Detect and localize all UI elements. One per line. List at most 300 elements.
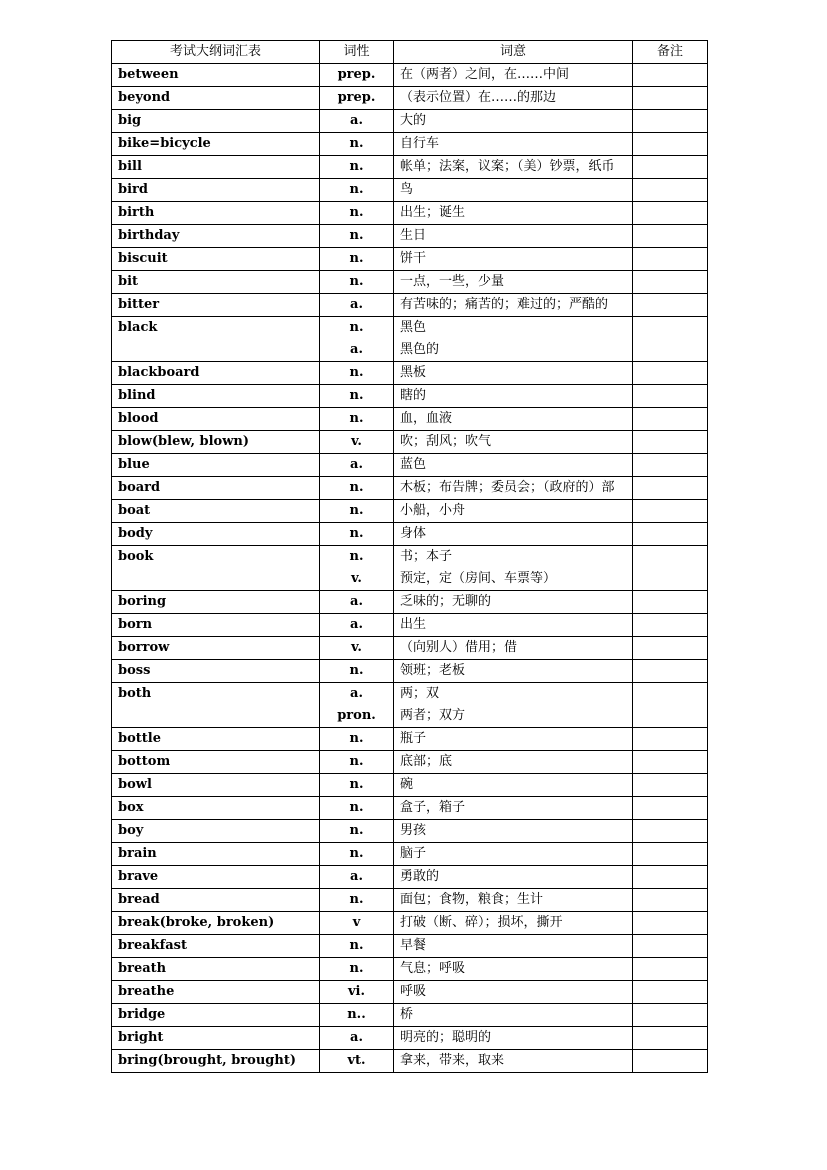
note-cell: [633, 912, 708, 935]
pos-cell: [320, 454, 394, 477]
table-row: [112, 683, 708, 728]
pos-label: n.: [349, 663, 364, 678]
word-cell: bright: [112, 1027, 320, 1050]
table-row: [112, 660, 708, 683]
meaning-text: 吹；刮风；吹气: [400, 434, 492, 449]
note-cell: [633, 385, 708, 408]
pos-cell: [320, 660, 394, 683]
word-cell: blue: [112, 454, 320, 477]
pos-label: n.: [349, 251, 364, 266]
meaning-cell: [394, 202, 633, 225]
pos-label: n.: [349, 823, 364, 838]
note-cell: [633, 202, 708, 225]
pos-label: pron.: [337, 708, 376, 723]
note-cell: [633, 225, 708, 248]
pos-cell: [320, 156, 394, 179]
table-row: [112, 728, 708, 751]
note-cell: [633, 133, 708, 156]
meaning-cell: [394, 1004, 633, 1027]
meaning-cell: [394, 500, 633, 523]
meaning-text: 出生: [400, 617, 427, 632]
pos-label: prep.: [337, 67, 376, 82]
meaning-text: 底部；底: [400, 754, 453, 769]
pos-label: a.: [350, 113, 363, 128]
table-row: [112, 981, 708, 1004]
table-row: [112, 317, 708, 362]
meaning-text: 书；本子: [400, 549, 453, 564]
pos-cell: [320, 774, 394, 797]
header-row: [112, 41, 708, 64]
pos-label: vt.: [347, 1053, 366, 1068]
pos-cell: [320, 362, 394, 385]
meaning-cell: [394, 614, 633, 637]
pos-label: v.: [351, 434, 362, 449]
meaning-cell: [394, 271, 633, 294]
meaning-text: （表示位置）在……的那边: [400, 90, 557, 105]
meaning-cell: [394, 1050, 633, 1073]
pos-label: prep.: [337, 90, 376, 105]
pos-cell: [320, 958, 394, 981]
pos-cell: [320, 981, 394, 1004]
word-cell: bring(brought, brought): [112, 1050, 320, 1073]
meaning-text: 碗: [400, 777, 414, 792]
pos-cell: [320, 271, 394, 294]
table-row: [112, 820, 708, 843]
pos-cell: [320, 683, 394, 728]
pos-cell: [320, 500, 394, 523]
pos-label: n.: [349, 159, 364, 174]
pos-cell: [320, 637, 394, 660]
note-cell: [633, 1004, 708, 1027]
pos-cell: [320, 728, 394, 751]
word-cell: boring: [112, 591, 320, 614]
pos-label: n.: [349, 480, 364, 495]
header-word: 考试大纲词汇表: [112, 41, 320, 64]
note-cell: [633, 683, 708, 728]
pos-label: n.: [349, 228, 364, 243]
pos-cell: [320, 935, 394, 958]
pos-cell: [320, 1050, 394, 1073]
pos-cell: [320, 110, 394, 133]
word-cell: black: [112, 317, 320, 362]
meaning-cell: [394, 317, 633, 362]
meaning-text: 明亮的；聪明的: [400, 1030, 492, 1045]
pos-cell: [320, 431, 394, 454]
meaning-text: 气息；呼吸: [400, 961, 466, 976]
meaning-cell: [394, 248, 633, 271]
meaning-text: 黑色: [400, 320, 427, 335]
meaning-cell: [394, 408, 633, 431]
meaning-text: 一点，一些，少量: [400, 274, 505, 289]
word-cell: bottle: [112, 728, 320, 751]
meaning-cell: [394, 64, 633, 87]
meaning-cell: [394, 110, 633, 133]
word-cell: boy: [112, 820, 320, 843]
table-row: [112, 1004, 708, 1027]
meaning-text: 预定，定（房间、车票等）: [400, 571, 557, 586]
meaning-text: 在（两者）之间，在……中间: [400, 67, 570, 82]
pos-cell: [320, 820, 394, 843]
meaning-cell: [394, 728, 633, 751]
pos-label: n.: [349, 365, 364, 380]
word-cell: beyond: [112, 87, 320, 110]
meaning-cell: [394, 523, 633, 546]
pos-cell: [320, 591, 394, 614]
meaning-text: 有苦味的；痛苦的；难过的；严酷的: [400, 297, 609, 312]
word-cell: breath: [112, 958, 320, 981]
note-cell: [633, 1027, 708, 1050]
meaning-text: 身体: [400, 526, 427, 541]
note-cell: [633, 866, 708, 889]
pos-label: a.: [350, 297, 363, 312]
pos-cell: [320, 797, 394, 820]
header-pos: 词性: [320, 41, 394, 64]
meaning-cell: [394, 431, 633, 454]
pos-label: a.: [350, 617, 363, 632]
note-cell: [633, 523, 708, 546]
meaning-text: 男孩: [400, 823, 427, 838]
meaning-cell: [394, 889, 633, 912]
word-cell: board: [112, 477, 320, 500]
meaning-text: 鸟: [400, 182, 414, 197]
meaning-text: 出生；诞生: [400, 205, 466, 220]
note-cell: [633, 64, 708, 87]
note-cell: [633, 408, 708, 431]
pos-cell: [320, 87, 394, 110]
meaning-text: 黑板: [400, 365, 427, 380]
pos-label: n.: [349, 388, 364, 403]
pos-label: v.: [351, 571, 362, 586]
table-row: [112, 362, 708, 385]
table-row: [112, 774, 708, 797]
word-cell: big: [112, 110, 320, 133]
note-cell: [633, 751, 708, 774]
word-cell: both: [112, 683, 320, 728]
note-cell: [633, 728, 708, 751]
note-cell: [633, 248, 708, 271]
table-row: [112, 889, 708, 912]
note-cell: [633, 797, 708, 820]
table-row: [112, 110, 708, 133]
pos-cell: [320, 64, 394, 87]
pos-cell: [320, 408, 394, 431]
word-cell: bitter: [112, 294, 320, 317]
note-cell: [633, 294, 708, 317]
table-row: [112, 591, 708, 614]
table-row: [112, 935, 708, 958]
pos-label: n.: [349, 182, 364, 197]
pos-label: n.: [349, 961, 364, 976]
meaning-cell: [394, 660, 633, 683]
table-row: [112, 751, 708, 774]
word-cell: blind: [112, 385, 320, 408]
table-row: [112, 133, 708, 156]
pos-label: a.: [350, 686, 363, 701]
note-cell: [633, 87, 708, 110]
header-note: 备注: [633, 41, 708, 64]
meaning-cell: [394, 546, 633, 591]
table-row: [112, 156, 708, 179]
meaning-text: 生日: [400, 228, 427, 243]
meaning-cell: [394, 294, 633, 317]
pos-label: a.: [350, 457, 363, 472]
pos-cell: [320, 614, 394, 637]
note-cell: [633, 156, 708, 179]
pos-cell: [320, 202, 394, 225]
word-cell: bike=bicycle: [112, 133, 320, 156]
meaning-text: 领班；老板: [400, 663, 466, 678]
pos-cell: [320, 385, 394, 408]
meaning-cell: [394, 774, 633, 797]
word-cell: blow(blew, blown): [112, 431, 320, 454]
pos-cell: [320, 912, 394, 935]
pos-label: n..: [347, 1007, 366, 1022]
note-cell: [633, 843, 708, 866]
meaning-cell: [394, 385, 633, 408]
meaning-cell: [394, 866, 633, 889]
note-cell: [633, 935, 708, 958]
table-row: [112, 523, 708, 546]
table-row: [112, 248, 708, 271]
note-cell: [633, 889, 708, 912]
pos-cell: [320, 133, 394, 156]
meaning-cell: [394, 958, 633, 981]
meaning-text: 小船，小舟: [400, 503, 466, 518]
note-cell: [633, 591, 708, 614]
pos-label: n.: [349, 754, 364, 769]
meaning-text: （向别人）借用；借: [400, 640, 518, 655]
meaning-cell: [394, 179, 633, 202]
word-cell: breathe: [112, 981, 320, 1004]
word-cell: between: [112, 64, 320, 87]
pos-cell: [320, 248, 394, 271]
note-cell: [633, 660, 708, 683]
word-cell: box: [112, 797, 320, 820]
table-row: [112, 797, 708, 820]
note-cell: [633, 179, 708, 202]
meaning-text: 拿来，带来，取来: [400, 1053, 505, 1068]
table-row: [112, 546, 708, 591]
word-cell: boss: [112, 660, 320, 683]
table-row: [112, 202, 708, 225]
meaning-text: 打破（断、碎）；损坏，撕开: [400, 915, 563, 930]
pos-cell: [320, 317, 394, 362]
note-cell: [633, 774, 708, 797]
pos-label: v.: [351, 640, 362, 655]
pos-label: n.: [349, 892, 364, 907]
note-cell: [633, 500, 708, 523]
note-cell: [633, 317, 708, 362]
table-row: [112, 179, 708, 202]
meaning-cell: [394, 591, 633, 614]
meaning-text: 自行车: [400, 136, 440, 151]
meaning-text: 血，血液: [400, 411, 453, 426]
table-row: [112, 431, 708, 454]
note-cell: [633, 958, 708, 981]
pos-label: a.: [350, 594, 363, 609]
word-cell: brain: [112, 843, 320, 866]
meaning-cell: [394, 362, 633, 385]
meaning-text: 帐单；法案，议案；（美）钞票，纸币: [400, 159, 615, 174]
note-cell: [633, 362, 708, 385]
meaning-text: 早餐: [400, 938, 427, 953]
pos-label: vi.: [347, 984, 366, 999]
table-row: [112, 294, 708, 317]
meaning-text: 饼干: [400, 251, 427, 266]
pos-cell: [320, 843, 394, 866]
pos-label: n.: [349, 503, 364, 518]
word-cell: book: [112, 546, 320, 591]
meaning-text: 呼吸: [400, 984, 427, 999]
note-cell: [633, 431, 708, 454]
note-cell: [633, 981, 708, 1004]
note-cell: [633, 637, 708, 660]
word-cell: break(broke, broken): [112, 912, 320, 935]
vocabulary-table: [111, 40, 708, 1073]
meaning-cell: [394, 225, 633, 248]
pos-cell: [320, 179, 394, 202]
table-row: [112, 912, 708, 935]
meaning-text: 瞎的: [400, 388, 427, 403]
meaning-cell: [394, 912, 633, 935]
pos-label: n.: [349, 777, 364, 792]
word-cell: bird: [112, 179, 320, 202]
meaning-text: 黑色的: [400, 342, 440, 357]
table-row: [112, 87, 708, 110]
header-meaning: 词意: [394, 41, 633, 64]
table-row: [112, 225, 708, 248]
meaning-cell: [394, 156, 633, 179]
word-cell: body: [112, 523, 320, 546]
pos-label: n.: [349, 526, 364, 541]
meaning-cell: [394, 454, 633, 477]
meaning-cell: [394, 133, 633, 156]
word-cell: blackboard: [112, 362, 320, 385]
word-cell: birthday: [112, 225, 320, 248]
meaning-text: 盒子，箱子: [400, 800, 466, 815]
word-cell: blood: [112, 408, 320, 431]
meaning-cell: [394, 751, 633, 774]
pos-label: n.: [349, 205, 364, 220]
meaning-cell: [394, 637, 633, 660]
pos-label: n.: [349, 411, 364, 426]
table-row: [112, 385, 708, 408]
table-row: [112, 958, 708, 981]
table-row: [112, 500, 708, 523]
pos-label: n.: [349, 846, 364, 861]
pos-cell: [320, 889, 394, 912]
word-cell: bridge: [112, 1004, 320, 1027]
word-cell: born: [112, 614, 320, 637]
table-row: [112, 614, 708, 637]
table-row: [112, 477, 708, 500]
word-cell: brave: [112, 866, 320, 889]
meaning-text: 桥: [400, 1007, 414, 1022]
meaning-text: 瓶子: [400, 731, 427, 746]
word-cell: biscuit: [112, 248, 320, 271]
pos-label: n.: [349, 549, 364, 564]
meaning-cell: [394, 683, 633, 728]
table-row: [112, 866, 708, 889]
word-cell: bread: [112, 889, 320, 912]
word-cell: borrow: [112, 637, 320, 660]
table-row: [112, 1050, 708, 1073]
meaning-text: 脑子: [400, 846, 427, 861]
pos-cell: [320, 1004, 394, 1027]
meaning-text: 蓝色: [400, 457, 427, 472]
note-cell: [633, 614, 708, 637]
word-cell: bit: [112, 271, 320, 294]
word-cell: birth: [112, 202, 320, 225]
note-cell: [633, 820, 708, 843]
word-cell: breakfast: [112, 935, 320, 958]
pos-label: n.: [349, 274, 364, 289]
word-cell: bottom: [112, 751, 320, 774]
pos-cell: [320, 477, 394, 500]
pos-cell: [320, 751, 394, 774]
pos-cell: [320, 866, 394, 889]
table-row: [112, 408, 708, 431]
vocabulary-body: [112, 64, 708, 1073]
word-cell: bill: [112, 156, 320, 179]
table-row: [112, 64, 708, 87]
note-cell: [633, 271, 708, 294]
meaning-cell: [394, 981, 633, 1004]
pos-label: a.: [350, 342, 363, 357]
meaning-text: 乏味的；无聊的: [400, 594, 492, 609]
meaning-text: 两者；双方: [400, 708, 466, 723]
word-cell: bowl: [112, 774, 320, 797]
pos-label: v: [352, 915, 361, 930]
pos-cell: [320, 294, 394, 317]
meaning-cell: [394, 1027, 633, 1050]
pos-label: a.: [350, 869, 363, 884]
pos-label: n.: [349, 136, 364, 151]
note-cell: [633, 110, 708, 133]
table-row: [112, 454, 708, 477]
note-cell: [633, 477, 708, 500]
pos-cell: [320, 1027, 394, 1050]
pos-cell: [320, 546, 394, 591]
meaning-text: 面包；食物，粮食；生计: [400, 892, 544, 907]
note-cell: [633, 546, 708, 591]
table-row: [112, 271, 708, 294]
meaning-text: 大的: [400, 113, 427, 128]
meaning-text: 木板；布告牌；委员会；（政府的）部: [400, 480, 615, 495]
note-cell: [633, 1050, 708, 1073]
pos-label: n.: [349, 800, 364, 815]
pos-cell: [320, 523, 394, 546]
meaning-cell: [394, 87, 633, 110]
pos-label: a.: [350, 1030, 363, 1045]
meaning-text: 勇敢的: [400, 869, 440, 884]
table-row: [112, 1027, 708, 1050]
meaning-cell: [394, 477, 633, 500]
pos-label: n.: [349, 731, 364, 746]
meaning-cell: [394, 797, 633, 820]
meaning-cell: [394, 935, 633, 958]
meaning-cell: [394, 843, 633, 866]
table-row: [112, 637, 708, 660]
table-row: [112, 843, 708, 866]
pos-label: n.: [349, 938, 364, 953]
meaning-cell: [394, 820, 633, 843]
pos-cell: [320, 225, 394, 248]
pos-label: n.: [349, 320, 364, 335]
word-cell: boat: [112, 500, 320, 523]
note-cell: [633, 454, 708, 477]
meaning-text: 两；双: [400, 686, 440, 701]
